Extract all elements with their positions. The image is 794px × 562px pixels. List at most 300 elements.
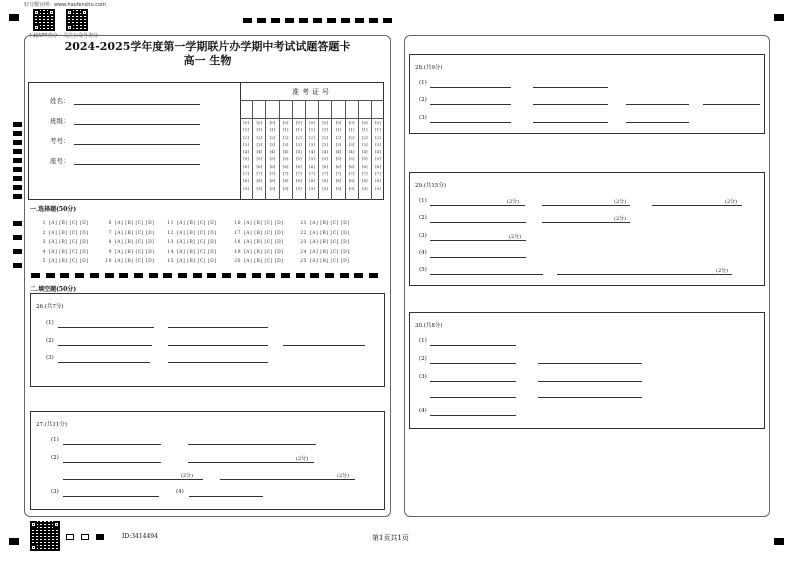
digit-bubble[interactable]: [8] xyxy=(322,178,329,184)
digit-bubble[interactable]: [6] xyxy=(309,163,315,169)
page-mark-filled xyxy=(96,534,104,540)
answer-line[interactable] xyxy=(430,345,516,346)
question-number: 12 xyxy=(167,230,174,236)
digit-bubble[interactable]: [2] xyxy=(269,134,276,140)
choice-question xyxy=(102,221,154,226)
choice-question xyxy=(36,250,88,255)
timing-mark xyxy=(296,273,305,278)
timing-mark xyxy=(257,18,266,23)
q28-item-2: (2) xyxy=(419,97,427,103)
question-number: 2 xyxy=(42,230,46,236)
digit-bubble[interactable]: [5] xyxy=(269,156,276,162)
answer-line[interactable] xyxy=(538,363,642,364)
digit-bubble[interactable]: [5] xyxy=(361,156,368,162)
question-number: 6 xyxy=(108,221,112,226)
points-label: (2分) xyxy=(614,199,627,205)
timing-mark xyxy=(383,18,392,23)
answer-line[interactable] xyxy=(430,87,511,88)
answer-line[interactable] xyxy=(538,397,642,398)
choice-options[interactable]: [A] [B] [C] [D] xyxy=(49,259,89,264)
choice-question xyxy=(164,240,216,245)
digit-bubble[interactable]: [0] xyxy=(256,120,263,125)
digit-bubble[interactable]: [6] xyxy=(348,163,355,169)
choice-question xyxy=(164,221,216,226)
choice-options[interactable]: [A] [B] [C] [D] xyxy=(177,259,217,264)
digit-bubble[interactable]: [8] xyxy=(296,178,302,184)
timing-mark xyxy=(340,273,349,278)
choice-options[interactable]: [A] [B] [C] [D] xyxy=(177,240,217,245)
choice-options[interactable]: [A] [B] [C] [D] xyxy=(49,230,89,236)
digit-bubble[interactable]: [9] xyxy=(309,185,315,191)
digit-bubble[interactable]: [9] xyxy=(296,185,302,191)
answer-line[interactable] xyxy=(430,397,516,398)
digit-bubble[interactable]: [3] xyxy=(348,141,355,147)
digit-bubble[interactable]: [5] xyxy=(309,156,315,162)
q26-item-1: (1) xyxy=(46,320,54,326)
points-label: (2分) xyxy=(337,473,350,479)
question-number: 1 xyxy=(42,221,46,226)
digit-bubble[interactable]: [4] xyxy=(322,149,329,155)
timing-mark xyxy=(193,273,202,278)
choice-question xyxy=(36,221,88,226)
digit-bubble[interactable]: [8] xyxy=(335,178,342,184)
answer-line[interactable] xyxy=(58,345,152,346)
exam-subtitle: 高一 生物 xyxy=(183,54,232,67)
choice-options[interactable]: [A] [B] [C] [D] xyxy=(115,249,155,255)
digit-bubble[interactable]: [5] xyxy=(335,156,342,162)
choice-question xyxy=(297,221,349,226)
digit-bubble[interactable]: [8] xyxy=(256,178,263,184)
q27-item-4: (4) xyxy=(176,489,184,495)
answer-line[interactable] xyxy=(58,327,154,328)
digit-bubble[interactable]: [6] xyxy=(243,163,249,169)
digit-bubble[interactable]: [7] xyxy=(309,171,315,177)
choice-question xyxy=(231,231,283,236)
digit-bubble[interactable]: [5] xyxy=(243,156,249,162)
points-label: (2分) xyxy=(296,456,309,462)
page-mark-empty xyxy=(81,534,89,540)
digit-bubble[interactable]: [2] xyxy=(243,134,249,140)
timing-mark xyxy=(13,221,22,226)
q28-item-3: (3) xyxy=(419,115,427,121)
answer-line[interactable] xyxy=(63,496,159,497)
q30-item-2: (2) xyxy=(419,356,427,362)
qr-right-label: 关注公众号查分 xyxy=(63,33,99,39)
admission-digit-column xyxy=(253,100,266,200)
choice-options[interactable]: [A] [B] [C] [D] xyxy=(310,249,350,255)
admission-digit-column xyxy=(293,100,306,200)
answer-line[interactable] xyxy=(626,122,689,123)
timing-mark xyxy=(119,273,128,278)
answer-line[interactable] xyxy=(430,104,511,105)
digit-bubble[interactable]: [8] xyxy=(282,178,289,184)
q26-box xyxy=(30,293,385,387)
digit-bubble[interactable]: [1] xyxy=(335,127,342,133)
digit-bubble[interactable]: [2] xyxy=(296,134,302,140)
digit-bubble[interactable]: [5] xyxy=(256,156,263,162)
points-label: (2分) xyxy=(725,199,738,205)
digit-bubble[interactable]: [0] xyxy=(361,120,368,125)
answer-line[interactable] xyxy=(430,257,526,258)
qr-code-app xyxy=(33,9,55,31)
question-number: 7 xyxy=(108,230,112,236)
timing-mark xyxy=(75,273,84,278)
digit-bubble[interactable]: [3] xyxy=(335,141,342,147)
timing-mark xyxy=(90,273,99,278)
digit-bubble[interactable]: [1] xyxy=(243,127,249,133)
answer-line[interactable] xyxy=(63,444,161,445)
timing-mark xyxy=(222,273,231,278)
digit-bubble[interactable]: [1] xyxy=(296,127,302,133)
choice-options[interactable]: [A] [B] [C] [D] xyxy=(49,240,89,245)
digit-bubble[interactable]: [3] xyxy=(361,141,368,147)
digit-bubble[interactable]: [9] xyxy=(282,185,289,191)
q29-item-5: (5) xyxy=(419,267,427,273)
q27-item-1: (1) xyxy=(51,437,59,443)
digit-bubble[interactable]: [7] xyxy=(296,171,302,177)
timing-mark xyxy=(266,273,275,278)
digit-bubble[interactable]: [9] xyxy=(256,185,263,191)
timing-mark xyxy=(281,273,290,278)
question-number: 25 xyxy=(300,259,307,264)
points-label: (2分) xyxy=(181,473,194,479)
digit-bubble[interactable]: [0] xyxy=(335,120,342,125)
digit-bubble[interactable]: [2] xyxy=(256,134,263,140)
digit-bubble[interactable]: [1] xyxy=(282,127,289,133)
q29-box xyxy=(409,172,765,286)
choice-options[interactable]: [A] [B] [C] [D] xyxy=(177,221,217,226)
choice-options[interactable]: [A] [B] [C] [D] xyxy=(115,221,155,226)
choice-question xyxy=(36,240,88,245)
digit-bubble[interactable]: [6] xyxy=(296,163,302,169)
admission-digit-column xyxy=(306,100,319,200)
digit-bubble[interactable]: [0] xyxy=(269,120,276,125)
digit-bubble[interactable]: [5] xyxy=(348,156,355,162)
question-number: 20 xyxy=(234,259,241,264)
answer-line[interactable] xyxy=(430,122,511,123)
digit-bubble[interactable]: [4] xyxy=(361,149,368,155)
answer-line[interactable] xyxy=(220,479,355,480)
seat-field[interactable] xyxy=(74,164,200,165)
timing-mark xyxy=(13,158,22,163)
question-number: 10 xyxy=(105,259,112,264)
choice-question xyxy=(36,231,88,236)
digit-bubble[interactable]: [8] xyxy=(348,178,355,184)
corner-mark xyxy=(774,538,784,545)
answer-line[interactable] xyxy=(430,363,516,364)
q29-item-1: (1) xyxy=(419,198,427,204)
q30-item-3: (3) xyxy=(419,374,427,380)
timing-mark xyxy=(285,18,294,23)
digit-bubble[interactable]: [0] xyxy=(243,120,249,125)
digit-bubble[interactable]: [9] xyxy=(322,185,329,191)
choice-options[interactable]: [A] [B] [C] [D] xyxy=(244,249,284,255)
digit-bubble[interactable]: [1] xyxy=(256,127,263,133)
q27-title: 27.(共11分) xyxy=(36,422,68,428)
digit-bubble[interactable]: [1] xyxy=(269,127,276,133)
q26-item-3: (3) xyxy=(46,355,54,361)
digit-bubble[interactable]: [2] xyxy=(348,134,355,140)
digit-bubble[interactable]: [6] xyxy=(282,163,289,169)
digit-bubble[interactable]: [9] xyxy=(269,185,276,191)
choice-options[interactable]: [A] [B] [C] [D] xyxy=(115,230,155,236)
points-label: (2分) xyxy=(614,216,627,222)
digit-bubble[interactable]: [1] xyxy=(348,127,355,133)
name-field[interactable] xyxy=(74,104,200,105)
q30-item-4: (4) xyxy=(419,408,427,414)
digit-bubble[interactable]: [2] xyxy=(309,134,315,140)
answer-line[interactable] xyxy=(533,87,608,88)
digit-bubble[interactable]: [3] xyxy=(322,141,329,147)
digit-bubble[interactable]: [8] xyxy=(243,178,249,184)
choice-options[interactable]: [A] [B] [C] [D] xyxy=(115,259,155,264)
digit-bubble[interactable]: [8] xyxy=(361,178,368,184)
class-field[interactable] xyxy=(74,124,200,125)
digit-bubble[interactable]: [7] xyxy=(269,171,276,177)
choice-options[interactable]: [A] [B] [C] [D] xyxy=(244,221,284,226)
answer-line[interactable] xyxy=(430,240,526,241)
digit-bubble[interactable]: [8] xyxy=(269,178,276,184)
digit-bubble[interactable]: [0] xyxy=(309,120,315,125)
digit-bubble[interactable]: [1] xyxy=(375,127,381,133)
answer-line[interactable] xyxy=(63,462,161,463)
admission-digit-column xyxy=(319,100,332,200)
exam-no-field[interactable] xyxy=(74,144,200,145)
choice-question xyxy=(164,250,216,255)
digit-bubble[interactable]: [0] xyxy=(322,120,329,125)
answer-line[interactable] xyxy=(703,104,760,105)
choice-options[interactable]: [A] [B] [C] [D] xyxy=(310,240,350,245)
digit-bubble[interactable]: [1] xyxy=(309,127,315,133)
digit-bubble[interactable]: [4] xyxy=(296,149,302,155)
digit-bubble[interactable]: [5] xyxy=(282,156,289,162)
timing-mark xyxy=(13,140,22,145)
digit-bubble[interactable]: [6] xyxy=(361,163,368,169)
timing-mark xyxy=(13,176,22,181)
choice-options[interactable]: [A] [B] [C] [D] xyxy=(49,249,89,255)
admission-digit-column xyxy=(372,100,384,200)
digit-bubble[interactable]: [6] xyxy=(322,163,329,169)
class-label: 班级： xyxy=(50,117,70,125)
timing-mark xyxy=(13,149,22,154)
choice-question xyxy=(297,250,349,255)
digit-bubble[interactable]: [7] xyxy=(322,171,329,177)
answer-line[interactable] xyxy=(188,462,314,463)
timing-mark xyxy=(327,18,336,23)
digit-bubble[interactable]: [4] xyxy=(309,149,315,155)
admission-digit-column xyxy=(240,100,253,200)
choice-question xyxy=(231,259,283,264)
digit-bubble[interactable]: [4] xyxy=(282,149,289,155)
digit-bubble[interactable]: [3] xyxy=(375,141,381,147)
points-label: (2分) xyxy=(509,234,522,240)
digit-bubble[interactable]: [8] xyxy=(375,178,381,184)
digit-bubble[interactable]: [4] xyxy=(256,149,263,155)
digit-bubble[interactable]: [7] xyxy=(348,171,355,177)
q28-item-1: (1) xyxy=(419,80,427,86)
digit-bubble[interactable]: [2] xyxy=(322,134,329,140)
digit-bubble[interactable]: [9] xyxy=(348,185,355,191)
timing-mark xyxy=(299,18,308,23)
digit-bubble[interactable]: [9] xyxy=(335,185,342,191)
corner-mark xyxy=(9,14,19,21)
choice-question xyxy=(231,221,283,226)
digit-bubble[interactable]: [3] xyxy=(296,141,302,147)
digit-bubble[interactable]: [6] xyxy=(269,163,276,169)
answer-line[interactable] xyxy=(538,381,642,382)
digit-bubble[interactable]: [2] xyxy=(335,134,342,140)
q28-title: 28.(共9分) xyxy=(415,65,443,71)
digit-bubble[interactable]: [7] xyxy=(282,171,289,177)
answer-line[interactable] xyxy=(542,205,630,206)
admission-digit-column xyxy=(332,100,345,200)
digit-bubble[interactable]: [7] xyxy=(256,171,263,177)
digit-bubble[interactable]: [6] xyxy=(256,163,263,169)
answer-line[interactable] xyxy=(188,444,316,445)
answer-line[interactable] xyxy=(168,362,268,363)
timing-mark xyxy=(13,249,22,254)
timing-mark xyxy=(13,131,22,136)
digit-bubble[interactable]: [2] xyxy=(361,134,368,140)
digit-bubble[interactable]: [7] xyxy=(335,171,342,177)
question-number: 3 xyxy=(42,240,46,245)
timing-mark xyxy=(207,273,216,278)
digit-bubble[interactable]: [0] xyxy=(348,120,355,125)
digit-bubble[interactable]: [9] xyxy=(243,185,249,191)
digit-bubble[interactable]: [9] xyxy=(361,185,368,191)
choice-options[interactable]: [A] [B] [C] [D] xyxy=(244,230,284,236)
timing-mark xyxy=(60,273,69,278)
answer-line[interactable] xyxy=(557,274,732,275)
choice-question xyxy=(231,250,283,255)
choice-options[interactable]: [A] [B] [C] [D] xyxy=(310,259,350,264)
digit-bubble[interactable]: [0] xyxy=(296,120,302,125)
timing-mark xyxy=(13,235,22,240)
digit-bubble[interactable]: [0] xyxy=(282,120,289,125)
answer-line[interactable] xyxy=(430,415,516,416)
choice-question xyxy=(297,231,349,236)
digit-bubble[interactable]: [7] xyxy=(361,171,368,177)
digit-bubble[interactable]: [5] xyxy=(296,156,302,162)
answer-line[interactable] xyxy=(430,381,516,382)
question-number: 24 xyxy=(300,249,307,255)
choice-options[interactable]: [A] [B] [C] [D] xyxy=(310,221,350,226)
q29-item-3: (3) xyxy=(419,233,427,239)
choice-options[interactable]: [A] [B] [C] [D] xyxy=(244,240,284,245)
timing-mark xyxy=(149,273,158,278)
digit-bubble[interactable]: [4] xyxy=(243,149,249,155)
digit-bubble[interactable]: [8] xyxy=(309,178,315,184)
digit-bubble[interactable]: [4] xyxy=(375,149,381,155)
digit-bubble[interactable]: [2] xyxy=(282,134,289,140)
digit-bubble[interactable]: [2] xyxy=(375,134,381,140)
digit-bubble[interactable]: [4] xyxy=(269,149,276,155)
digit-bubble[interactable]: [3] xyxy=(282,141,289,147)
answer-line[interactable] xyxy=(283,345,365,346)
admission-digit-column xyxy=(266,100,279,200)
timing-mark xyxy=(163,273,172,278)
answer-line[interactable] xyxy=(430,205,525,206)
choice-options[interactable]: [A] [B] [C] [D] xyxy=(115,240,155,245)
timing-mark xyxy=(313,18,322,23)
digit-bubble[interactable]: [7] xyxy=(375,171,381,177)
question-number: 15 xyxy=(167,259,174,264)
choice-options[interactable]: [A] [B] [C] [D] xyxy=(244,259,284,264)
choice-question xyxy=(36,259,88,264)
digit-bubble[interactable]: [3] xyxy=(243,141,249,147)
section-fill-title: 二.填空题(50分) xyxy=(30,286,77,293)
choice-options[interactable]: [A] [B] [C] [D] xyxy=(310,230,350,236)
digit-bubble[interactable]: [5] xyxy=(375,156,381,162)
timing-mark xyxy=(310,273,319,278)
answer-line[interactable] xyxy=(63,479,203,480)
page-number: 第1页共1页 xyxy=(372,534,409,542)
digit-bubble[interactable]: [6] xyxy=(375,163,381,169)
timing-mark xyxy=(271,18,280,23)
digit-bubble[interactable]: [5] xyxy=(322,156,329,162)
answer-line[interactable] xyxy=(189,496,263,497)
digit-bubble[interactable]: [3] xyxy=(269,141,276,147)
timing-mark xyxy=(13,185,22,190)
q30-box xyxy=(409,312,765,429)
question-number: 4 xyxy=(42,249,46,255)
admission-digit-column xyxy=(280,100,293,200)
question-number: 9 xyxy=(108,249,112,255)
question-number: 22 xyxy=(300,230,307,236)
answer-line[interactable] xyxy=(533,104,608,105)
choice-options[interactable]: [A] [B] [C] [D] xyxy=(177,230,217,236)
answer-line[interactable] xyxy=(430,274,543,275)
choice-question xyxy=(102,259,154,264)
answer-line[interactable] xyxy=(58,362,150,363)
timing-mark xyxy=(243,18,252,23)
answer-line[interactable] xyxy=(430,222,526,223)
question-number: 5 xyxy=(42,259,46,264)
qr-code-wechat xyxy=(66,9,88,31)
answer-line[interactable] xyxy=(652,205,742,206)
digit-bubble[interactable]: [7] xyxy=(243,171,249,177)
digit-bubble[interactable]: [9] xyxy=(375,185,381,191)
admission-digit-column xyxy=(346,100,359,200)
digit-bubble[interactable]: [0] xyxy=(375,120,381,125)
digit-bubble[interactable]: [3] xyxy=(256,141,263,147)
choice-options[interactable]: [A] [B] [C] [D] xyxy=(49,221,89,226)
q30-item-1: (1) xyxy=(419,338,427,344)
choice-question xyxy=(102,250,154,255)
timing-mark xyxy=(355,18,364,23)
answer-line[interactable] xyxy=(533,122,608,123)
q29-title: 29.(共15分) xyxy=(415,183,447,189)
timing-mark xyxy=(252,273,261,278)
digit-bubble[interactable]: [1] xyxy=(361,127,368,133)
answer-line[interactable] xyxy=(168,345,268,346)
digit-bubble[interactable]: [4] xyxy=(348,149,355,155)
digit-bubble[interactable]: [6] xyxy=(335,163,342,169)
timing-mark xyxy=(13,167,22,172)
q29-item-4: (4) xyxy=(419,250,427,256)
answer-line[interactable] xyxy=(626,104,689,105)
digit-bubble[interactable]: [3] xyxy=(309,141,315,147)
qr-code-footer xyxy=(30,521,60,551)
answer-line[interactable] xyxy=(542,222,630,223)
digit-bubble[interactable]: [4] xyxy=(335,149,342,155)
choice-question xyxy=(164,231,216,236)
question-number: 13 xyxy=(167,240,174,245)
digit-bubble[interactable]: [1] xyxy=(322,127,329,133)
exam-no-label: 考号： xyxy=(50,137,70,145)
choice-options[interactable]: [A] [B] [C] [D] xyxy=(177,249,217,255)
answer-line[interactable] xyxy=(168,327,268,328)
